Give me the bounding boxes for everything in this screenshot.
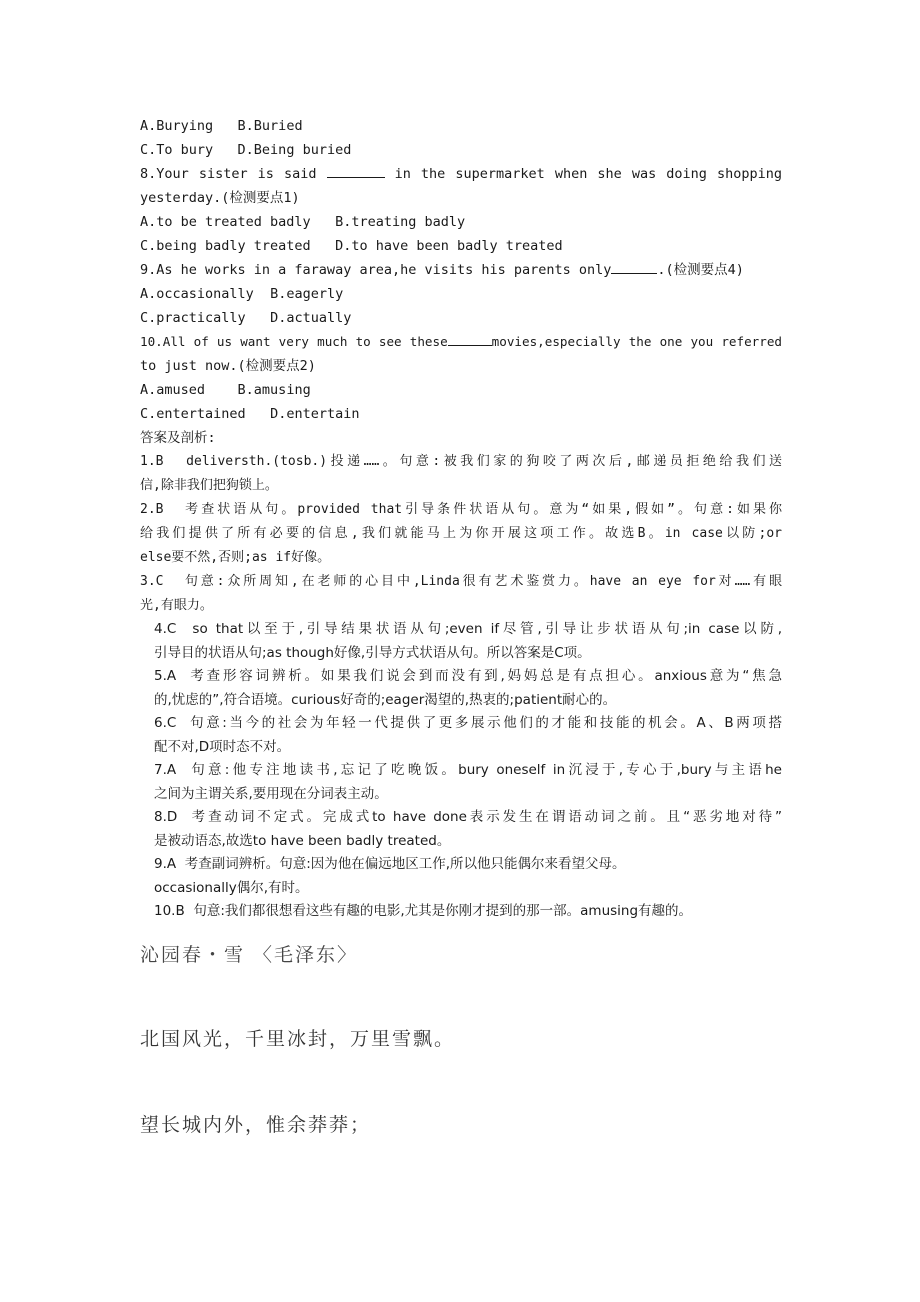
answer-8: 8.D 考查动词不定式。完成式to have done表示发生在谓语动词之前。且“恶劣地对待”	[154, 809, 782, 825]
option: C.To bury	[140, 142, 214, 158]
option: A.amused	[140, 382, 206, 398]
option: A.occasionally	[140, 286, 254, 302]
question-10-cont: to just now.(检测要点2)	[140, 358, 316, 374]
option: A.Burying	[140, 118, 214, 134]
question-text: movies,especially the one you referred	[491, 334, 782, 349]
answer-3-cont: 光,有眼力。	[140, 598, 213, 613]
q9-options-row1	[140, 282, 782, 306]
answers-section-scanned	[140, 618, 782, 924]
answers-heading: 答案及剖析:	[140, 430, 216, 446]
answer-8-cont: 是被动语态,故选to have been badly treated。	[154, 832, 451, 849]
question-text: 8.Your sister is said	[140, 166, 317, 182]
answer-blank	[448, 331, 492, 346]
answer-4-cont: 引导目的状语从句;as though好像,引导方式状语从句。所以答案是C项。	[154, 644, 591, 661]
answer-4: 4.C so that以至于,引导结果状语从句;even if尽管,引导让步状语从句;in case以防,	[154, 621, 782, 637]
answer-10: 10.B 句意:我们都很想看这些有趣的电影,尤其是你刚才提到的那一部。amusing有趣的。	[154, 903, 693, 919]
answer-1-cont: 信,除非我们把狗锁上。	[140, 478, 278, 493]
answer-3: 3.C 句意:众所周知,在老师的心目中,Linda很有艺术鉴赏力。have an eye for对……有眼	[140, 574, 782, 589]
answer-7: 7.A 句意:他专注地读书,忘记了吃晚饭。bury oneself in沉浸于,专心于,bury与主语he	[154, 762, 782, 778]
option: C.being badly treated	[140, 238, 311, 254]
option: D.to have been badly treated	[335, 238, 563, 254]
answer-blank	[611, 259, 657, 274]
option: B.amusing	[237, 382, 311, 398]
answer-1: 1.B deliversth.(tosb.)投递……。句意:被我们家的狗咬了两次后,邮递员拒绝给我们送	[140, 454, 782, 469]
option: B.eagerly	[270, 286, 344, 302]
option: D.Being buried	[237, 142, 352, 158]
poem-title: 沁园春・雪 〈毛泽东〉	[140, 944, 359, 966]
answer-2: 2.B 考查状语从句。provided that引导条件状语从句。意为“如果,假如”。句意:如果你	[140, 502, 782, 517]
question-8-cont: yesterday.(检测要点1)	[140, 190, 300, 206]
option: D.actually	[270, 310, 352, 326]
question-text: 9.As he works in a faraway area,he visits his parents only	[140, 262, 612, 278]
question-text: 10.All of us want very much to see these	[140, 334, 448, 349]
option: C.entertained	[140, 406, 246, 422]
option: A.to be treated badly	[140, 214, 311, 230]
answer-7-cont: 之间为主谓关系,要用现在分词表主动。	[154, 785, 388, 802]
answer-6: 6.C 句意:当今的社会为年轻一代提供了更多展示他们的才能和技能的机会。A、B两项搭	[154, 715, 782, 731]
answer-5-cont: 的,忧虑的”,符合语境。curious好奇的;eager渴望的,热衷的;patient耐心的。	[154, 691, 617, 708]
answer-2-cont: else要不然,否则;as if好像。	[140, 550, 331, 565]
answer-9-cont: occasionally偶尔,有时。	[154, 879, 309, 896]
q8-options-row1	[140, 210, 782, 234]
poem-line: 望长城内外，惟余莽莽；	[140, 1114, 372, 1136]
answer-2-cont: 给我们提供了所有必要的信息,我们就能马上为你开展这项工作。故选B。in case以防;or	[140, 526, 782, 541]
answer-6-cont: 配不对,D项时态不对。	[154, 738, 291, 755]
question-8	[140, 162, 782, 186]
option: C.practically	[140, 310, 246, 326]
answers-section	[140, 426, 782, 618]
option: D.entertain	[270, 406, 360, 422]
answer-9: 9.A 考查副词辨析。句意:因为他在偏远地区工作,所以他只能偶尔来看望父母。	[154, 856, 626, 872]
question-text: .(检测要点4)	[657, 262, 744, 278]
answer-5: 5.A 考查形容词辨析。如果我们说会到而没有到,妈妈总是有点担心。anxious意为“焦急	[154, 668, 782, 684]
q8-options-row2	[140, 234, 782, 258]
document-body	[140, 114, 782, 924]
option: B.treating badly	[335, 214, 466, 230]
q7-options-row2	[140, 138, 782, 162]
question-text: in the supermarket when she was doing shopping	[394, 166, 782, 182]
option: B.Buried	[237, 118, 303, 134]
q7-options-row1	[140, 114, 782, 138]
q10-options-row1	[140, 378, 782, 402]
q10-options-row2	[140, 402, 782, 426]
poem-line: 北国风光，千里冰封，万里雪飘。	[140, 1028, 456, 1050]
answer-blank	[327, 163, 385, 178]
question-9	[140, 258, 782, 282]
question-10	[140, 330, 782, 354]
q9-options-row2	[140, 306, 782, 330]
